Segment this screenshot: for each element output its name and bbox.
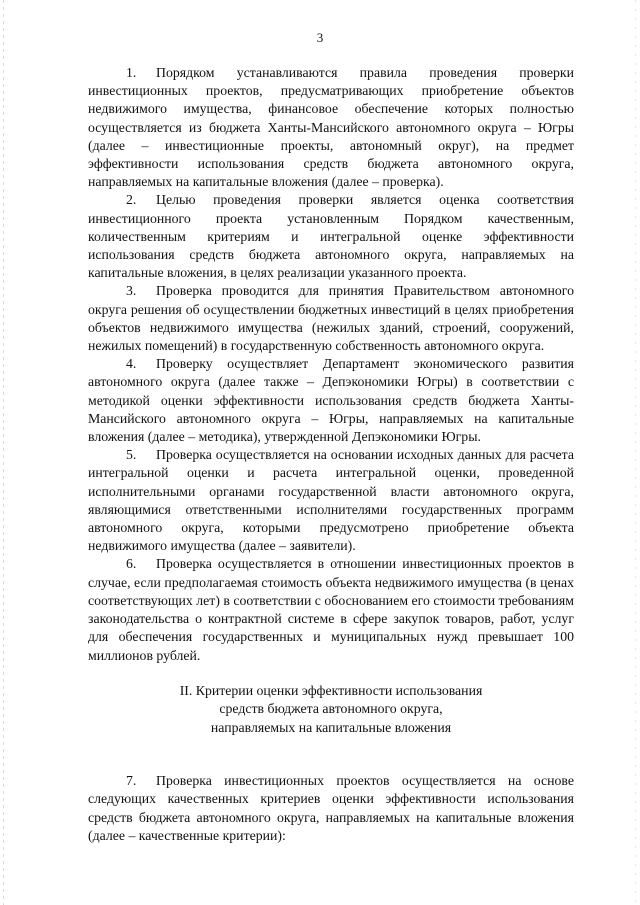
scan-left-edge bbox=[3, 0, 4, 905]
section-heading bbox=[88, 682, 574, 738]
paragraph-7 bbox=[88, 772, 574, 845]
paragraph-text: Порядком устанавливаются правила проведения проверки инвестиционных проектов, предусматривающих приобретение объектов недвижимого имущества, финансовое обеспечение которых полностью осуществляется из бюджета Ханты-Мансийского автономного округа – Югры (далее – инвестиционные проекты, автономный округ), на предмет эффективности использования средств бюджета автономного округа, направляемых на капитальные вложения (далее – проверка). bbox=[88, 65, 574, 190]
section-heading-line-1: II. Критерии оценки эффективности использования bbox=[179, 682, 483, 698]
paragraph-6 bbox=[88, 555, 574, 664]
paragraph-text: Проверка осуществляется в отношении инвестиционных проектов в случае, если предполагаемая стоимость объекта недвижимого имущества (в ценах соответствующих лет) в соответствии с обоснованием его стоимости требованиям законодательства о контрактной системе в сфере закупок товаров, работ, услуг для обеспечения государственных и муниципальных нужд превышает 100 миллионов рублей. bbox=[88, 556, 574, 663]
paragraph-1 bbox=[88, 64, 574, 191]
page-number: 3 bbox=[316, 30, 324, 45]
paragraph-3 bbox=[88, 282, 574, 355]
paragraph-number: 5. bbox=[126, 447, 137, 463]
paragraph-number: 4. bbox=[126, 356, 137, 372]
paragraph-2 bbox=[88, 191, 574, 282]
paragraph-number: 6. bbox=[126, 556, 137, 572]
paragraph-number: 3. bbox=[126, 283, 137, 299]
paragraph-text: Целью проведения проверки является оценка соответствия инвестиционного проекта установленным Порядком качественным, количественным критериям и интегральной оценке эффективности использования средств бюджета автономного округа, направляемых на капитальные вложения, в целях реализации указанного проекта. bbox=[88, 192, 574, 281]
paragraph-text: Проверка инвестиционных проектов осуществляется на основе следующих качественных критериев оценки эффективности использования средств бюджета автономного округа, направляемых на капитальные вложения (далее – качественные критерии): bbox=[88, 773, 574, 843]
scan-right-edge bbox=[635, 0, 636, 905]
paragraph-number: 1. bbox=[126, 65, 137, 80]
document-body bbox=[88, 64, 574, 845]
section-heading-line-3: направляемых на капитальные вложения bbox=[210, 719, 452, 735]
paragraph-text: Проверку осуществляет Департамент экономического развития автономного округа (далее также – Депэкономики Югры) в соответствии с методикой оценки эффективности использования средств бюджета Ханты-Мансийского автономного округа – Югры, направляемых на капитальные вложения (далее – методика), утвержденной Депэкономики Югры. bbox=[88, 356, 574, 445]
section-heading-line-2: средств бюджета автономного округа, bbox=[219, 701, 443, 717]
paragraph-text: Проверка проводится для принятия Правительством автономного округа решения об осуществлении бюджетных инвестиций в целях приобретения объектов недвижимого имущества (нежилых зданий, строений, сооружений, нежилых помещений) в государственную собственность автономного округа. bbox=[88, 283, 574, 354]
paragraph-5 bbox=[88, 446, 574, 555]
paragraph-number: 7. bbox=[126, 773, 137, 789]
paragraph-number: 2. bbox=[126, 192, 137, 208]
paragraph-4 bbox=[88, 355, 574, 446]
paragraph-text: Проверка осуществляется на основании исходных данных для расчета интегральной оценки и расчета интегральной оценки, проведенной исполнительными органами государственной власти автономного округа, являющимися ответственными исполнителями государственных программ автономного округа, которыми предусмотрено приобретение объекта недвижимого имущества (далее – заявители). bbox=[88, 447, 574, 554]
